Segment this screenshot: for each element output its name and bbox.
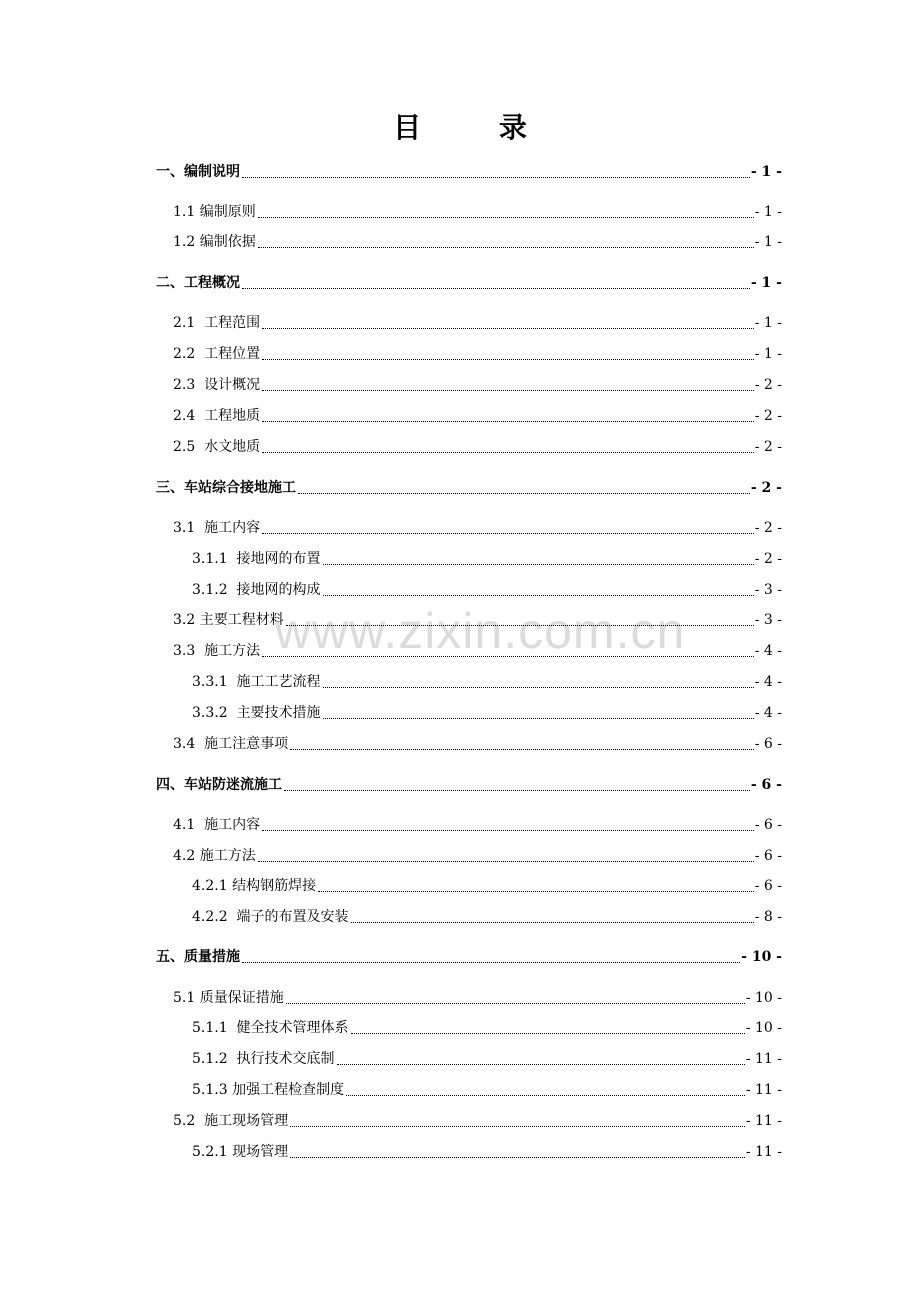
toc-entry-label: 5.2 施工现场管理 (173, 1113, 289, 1129)
toc-entry-page: - 1 - (754, 234, 782, 250)
toc-entry-page: - 4 - (754, 643, 782, 659)
toc-entry-page: - 3 - (754, 612, 782, 628)
toc-entry (173, 232, 782, 252)
toc-entry-label: 4.1 施工内容 (173, 817, 261, 833)
toc-leader-dots (286, 625, 754, 626)
toc-entry (173, 610, 782, 630)
toc-leader-dots (262, 328, 754, 329)
toc-entry-page: - 10 - (741, 949, 782, 965)
toc-entry (173, 375, 782, 395)
toc-leader-dots (323, 564, 754, 565)
toc-leader-dots (262, 359, 754, 360)
toc-entry-page: - 3 - (754, 582, 782, 598)
toc-leader-dots (258, 217, 754, 218)
toc-entry (156, 478, 782, 498)
toc-entry-label: 5.1 质量保证措施 (173, 990, 284, 1006)
toc-leader-dots (318, 891, 754, 892)
toc-leader-dots (290, 1126, 745, 1127)
toc-entry (192, 703, 782, 723)
toc-entry (173, 344, 782, 364)
toc-entry-page: - 2 - (754, 408, 782, 424)
toc-entry (173, 846, 782, 866)
toc-leader-dots (351, 1033, 745, 1034)
toc-entry (192, 1049, 782, 1069)
toc-entry (192, 580, 782, 600)
toc-leader-dots (337, 1064, 745, 1065)
toc-entry (156, 775, 782, 795)
toc-entry-label: 4.2.2 端子的布置及安装 (192, 909, 349, 925)
toc-entry-page: - 1 - (750, 164, 782, 180)
toc-entry-label: 1.2 编制依据 (173, 234, 256, 250)
toc-leader-dots (242, 962, 740, 963)
toc-entry-label: 3.3 施工方法 (173, 643, 261, 659)
toc-leader-dots (262, 452, 754, 453)
toc-entry-page: - 2 - (754, 520, 782, 536)
toc-entry-page: - 6 - (754, 736, 782, 752)
toc-entry-page: - 2 - (754, 439, 782, 455)
toc-entry-page: - 8 - (754, 909, 782, 925)
toc-entry-label: 3.4 施工注意事项 (173, 736, 289, 752)
toc-leader-dots (346, 1095, 745, 1096)
toc-entry-page: - 1 - (754, 346, 782, 362)
toc-leader-dots (262, 421, 754, 422)
toc-entry (173, 1111, 782, 1131)
toc-entry-label: 3.1 施工内容 (173, 520, 261, 536)
toc-entry-page: - 10 - (745, 1020, 782, 1036)
toc-entry (173, 815, 782, 835)
toc-entry-page: - 6 - (754, 878, 782, 894)
toc-entry-page: - 11 - (745, 1113, 782, 1129)
toc-leader-dots (262, 533, 754, 534)
toc-leader-dots (323, 595, 754, 596)
toc-leader-dots (262, 390, 754, 391)
toc-entry-label: 5.1.3 加强工程检查制度 (192, 1082, 345, 1098)
toc-leader-dots (290, 749, 754, 750)
toc-entry-page: - 1 - (754, 204, 782, 220)
toc-entry-page: - 2 - (750, 480, 782, 496)
watermark: www.zixin.com.cn (274, 603, 686, 659)
toc-entry-label: 3.3.1 施工工艺流程 (192, 674, 321, 690)
toc-entry-page: - 11 - (745, 1144, 782, 1160)
toc-entry-label: 二、工程概况 (156, 275, 240, 291)
toc-entry-label: 1.1 编制原则 (173, 204, 256, 220)
toc-entry-label: 一、编制说明 (156, 164, 240, 180)
toc-entry-label: 3.1.2 接地网的构成 (192, 582, 321, 598)
toc-entry-label: 五、质量措施 (156, 949, 240, 965)
toc-entry-page: - 1 - (754, 315, 782, 331)
toc-entry (156, 273, 782, 293)
toc-entry-label: 2.4 工程地质 (173, 408, 261, 424)
toc-entry-page: - 4 - (754, 705, 782, 721)
page-title: 目 录 (393, 111, 561, 144)
toc-entry-label: 四、车站防迷流施工 (156, 777, 282, 793)
toc-entry (192, 549, 782, 569)
toc-entry (156, 162, 782, 182)
toc-entry (192, 672, 782, 692)
toc-entry-page: - 6 - (754, 848, 782, 864)
toc-leader-dots (258, 861, 754, 862)
toc-leader-dots (262, 830, 754, 831)
toc-entry-label: 4.2 施工方法 (173, 848, 256, 864)
toc-entry-page: - 6 - (754, 817, 782, 833)
toc-entry (156, 947, 782, 967)
toc-leader-dots (286, 1003, 745, 1004)
toc-entry-label: 3.3.2 主要技术措施 (192, 705, 321, 721)
toc-entry (192, 876, 782, 896)
toc-entry-page: - 11 - (745, 1082, 782, 1098)
toc-entry-page: - 2 - (754, 377, 782, 393)
toc-entry-page: - 1 - (750, 275, 782, 291)
toc-leader-dots (323, 687, 754, 688)
toc-leader-dots (284, 790, 750, 791)
toc-entry-label: 3.1.1 接地网的布置 (192, 551, 321, 567)
toc-leader-dots (262, 656, 754, 657)
toc-entry-page: - 6 - (750, 777, 782, 793)
toc-entry-page: - 4 - (754, 674, 782, 690)
toc-entry-label: 2.3 设计概况 (173, 377, 261, 393)
toc-entry-label: 2.5 水文地质 (173, 439, 261, 455)
toc-leader-dots (290, 1157, 745, 1158)
toc-leader-dots (323, 718, 754, 719)
toc-entry (192, 1018, 782, 1038)
toc-entry-label: 2.1 工程范围 (173, 315, 261, 331)
toc-entry-label: 4.2.1 结构钢筋焊接 (192, 878, 317, 894)
toc-entry-label: 5.1.1 健全技术管理体系 (192, 1020, 349, 1036)
toc-entry (173, 641, 782, 661)
toc-leader-dots (242, 177, 750, 178)
toc-entry (173, 518, 782, 538)
toc-entry (192, 1142, 782, 1162)
toc-entry (173, 988, 782, 1008)
toc-entry-label: 三、车站综合接地施工 (156, 480, 296, 496)
toc-entry (173, 437, 782, 457)
toc-entry (173, 406, 782, 426)
toc-entry (173, 313, 782, 333)
toc-entry (192, 1080, 782, 1100)
toc-leader-dots (258, 247, 754, 248)
toc-entry (173, 202, 782, 222)
toc-leader-dots (242, 288, 750, 289)
toc-entry-page: - 2 - (754, 551, 782, 567)
toc-entry-page: - 11 - (745, 1051, 782, 1067)
toc-entry (192, 907, 782, 927)
toc-entry-label: 5.1.2 执行技术交底制 (192, 1051, 335, 1067)
toc-leader-dots (351, 922, 754, 923)
toc-entry-page: - 10 - (745, 990, 782, 1006)
toc-entry-label: 5.2.1 现场管理 (192, 1144, 289, 1160)
toc-entry-label: 2.2 工程位置 (173, 346, 261, 362)
toc-entry (173, 734, 782, 754)
toc-entry-label: 3.2 主要工程材料 (173, 612, 284, 628)
toc-leader-dots (298, 493, 750, 494)
